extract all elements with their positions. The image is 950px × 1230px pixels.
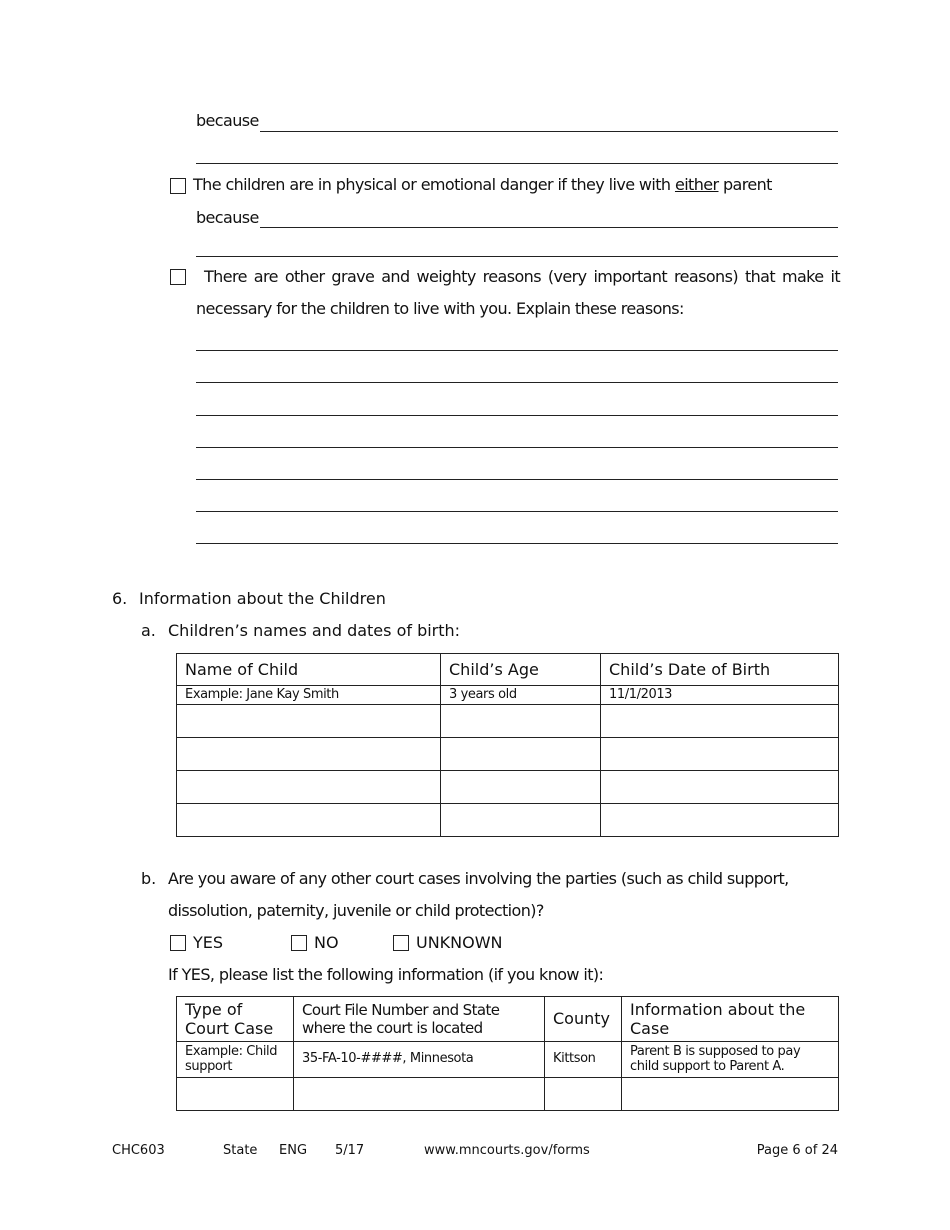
because-line-1[interactable] [260,131,838,132]
column-header: County [545,997,622,1042]
footer-form-code: CHC603 [112,1143,165,1158]
because-label-1: because [196,111,259,130]
no-label: NO [314,933,339,952]
reasons-line[interactable] [196,511,838,512]
other-reasons-text-line2: necessary for the children to live with you. Explain these reasons: [196,299,684,318]
danger-either-parent-text [193,175,772,194]
child-age-cell[interactable] [441,738,601,771]
column-header: Information about the Case [622,997,839,1042]
example-cell: 11/1/2013 [601,686,839,705]
if-yes-instruction: If YES, please list the following information (if you know it): [168,965,604,984]
footer-revision: 5/17 [335,1143,365,1158]
table-header-row [177,654,839,686]
part-b-question-line2: dissolution, paternity, juvenile or child protection)? [168,901,544,920]
example-row [177,686,839,705]
danger-text-emphasis: either [674,175,719,194]
child-dob-cell[interactable] [601,738,839,771]
reasons-line[interactable] [196,350,838,351]
footer-jurisdiction: State [223,1143,258,1158]
reasons-line[interactable] [196,543,838,544]
child-name-cell[interactable] [177,738,441,771]
other-reasons-checkbox[interactable] [170,269,186,285]
section-6-number: 6. [112,589,128,608]
example-cell: 35-FA-10-####, Minnesota [294,1042,545,1078]
danger-either-parent-checkbox[interactable] [170,178,186,194]
column-header: Name of Child [177,654,441,686]
example-cell: 3 years old [441,686,601,705]
case-info-cell[interactable] [622,1078,839,1111]
because-label-2: because [196,208,259,227]
section-6-heading: Information about the Children [139,589,386,608]
footer-page-number: Page 6 of 24 [756,1143,838,1158]
because-line-2b[interactable] [196,256,838,257]
table-row [177,771,839,804]
column-header: Child’s Age [441,654,601,686]
danger-text-after: parent [718,175,772,194]
column-header: Court File Number and State where the court is located [294,997,545,1042]
because-line-1b[interactable] [196,163,838,164]
footer-language: ENG [279,1143,308,1158]
part-a-label: a. [141,621,156,640]
other-reasons-text-line1: There are other grave and weighty reasons (very important reasons) that make it [204,267,840,286]
yes-label: YES [193,933,224,952]
because-line-2[interactable] [260,227,838,228]
reasons-line[interactable] [196,447,838,448]
court-cases-table [176,996,839,1111]
child-name-cell[interactable] [177,771,441,804]
part-b-label: b. [141,869,157,888]
table-row [177,804,839,837]
example-cell: Example: Child support [177,1042,294,1078]
part-b-question-line1: Are you aware of any other court cases involving the parties (such as child support, [168,869,789,888]
reasons-line[interactable] [196,415,838,416]
reasons-line[interactable] [196,382,838,383]
unknown-checkbox[interactable] [393,935,409,951]
child-dob-cell[interactable] [601,804,839,837]
children-table [176,653,839,837]
child-age-cell[interactable] [441,804,601,837]
case-type-cell[interactable] [177,1078,294,1111]
column-header: Child’s Date of Birth [601,654,839,686]
child-age-cell[interactable] [441,771,601,804]
unknown-label: UNKNOWN [416,933,503,952]
example-cell: Parent B is supposed to pay child support to Parent A. [622,1042,839,1078]
table-row [177,1078,839,1111]
footer-url[interactable]: www.mncourts.gov/forms [424,1143,590,1158]
child-name-cell[interactable] [177,705,441,738]
no-checkbox[interactable] [291,935,307,951]
example-cell: Kittson [545,1042,622,1078]
part-a-text: Children’s names and dates of birth: [168,621,461,640]
table-row [177,738,839,771]
child-name-cell[interactable] [177,804,441,837]
table-header-row [177,997,839,1042]
reasons-line[interactable] [196,479,838,480]
child-dob-cell[interactable] [601,771,839,804]
table-row [177,705,839,738]
column-header: Type of Court Case [177,997,294,1042]
child-age-cell[interactable] [441,705,601,738]
court-file-cell[interactable] [294,1078,545,1111]
county-cell[interactable] [545,1078,622,1111]
danger-text-before: The children are in physical or emotional danger if they live with [193,175,675,194]
child-dob-cell[interactable] [601,705,839,738]
yes-checkbox[interactable] [170,935,186,951]
example-cell: Example: Jane Kay Smith [177,686,441,705]
example-row [177,1042,839,1078]
